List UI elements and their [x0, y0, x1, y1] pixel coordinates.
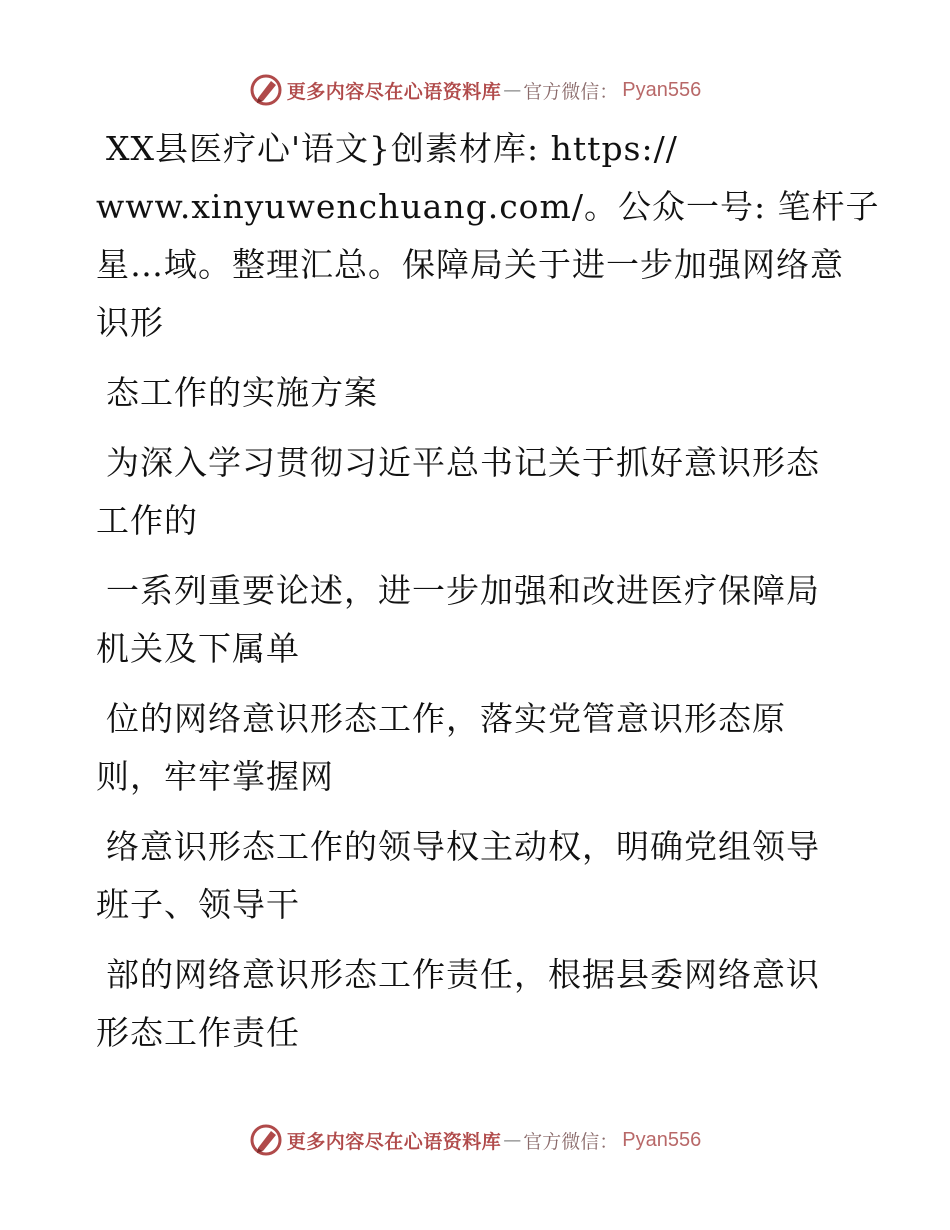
paragraph	[96, 946, 876, 1062]
text-line: 部的网络意识形态工作责任，根据县委网络意识	[106, 955, 820, 994]
text-line: 班子、领导干	[96, 885, 300, 924]
banner-wechat-label: 官方微信：	[523, 1130, 619, 1153]
pen-logo-icon	[249, 1123, 283, 1157]
document-body	[96, 120, 880, 1062]
text-line: 形态工作责任	[96, 1013, 300, 1052]
paragraph	[96, 120, 880, 352]
paragraph	[96, 562, 876, 678]
paragraph	[96, 818, 876, 934]
banner-dash: —	[503, 79, 522, 101]
banner-wechat-label: 官方微信：	[523, 80, 619, 103]
banner-dash: —	[503, 1129, 522, 1151]
text-line: 识形	[96, 303, 164, 342]
text-line: 态工作的实施方案	[106, 373, 378, 412]
header-watermark-banner	[0, 70, 950, 110]
banner-wechat-id: Pyan556	[622, 1128, 702, 1151]
footer-watermark-banner	[0, 1120, 950, 1160]
text-line: XX县医疗心'语文}创素材库: https://	[106, 129, 678, 168]
text-line: www.xinyuwenchuang.com/。公众一号: 笔杆子	[96, 187, 880, 226]
text-line: 络意识形态工作的领导权主动权，明确党组领导	[106, 827, 820, 866]
text-line: 位的网络意识形态工作，落实党管意识形态原	[106, 699, 786, 738]
text-line: 星…域。整理汇总。保障局关于进一步加强网络意	[96, 245, 844, 284]
banner-wechat-id: Pyan556	[622, 78, 702, 101]
text-line: 工作的	[96, 501, 198, 540]
banner-main-text: 更多内容尽在心语资料库	[286, 80, 502, 103]
pen-logo-icon	[249, 73, 283, 107]
text-line: 则，牢牢掌握网	[96, 757, 334, 796]
text-line: 为深入学习贯彻习近平总书记关于抓好意识形态	[106, 443, 820, 482]
paragraph	[96, 364, 876, 422]
paragraph	[96, 690, 876, 806]
paragraph	[96, 434, 876, 550]
text-line: 机关及下属单	[96, 629, 300, 668]
text-line: 一系列重要论述，进一步加强和改进医疗保障局	[106, 571, 820, 610]
banner-main-text: 更多内容尽在心语资料库	[286, 1130, 502, 1153]
